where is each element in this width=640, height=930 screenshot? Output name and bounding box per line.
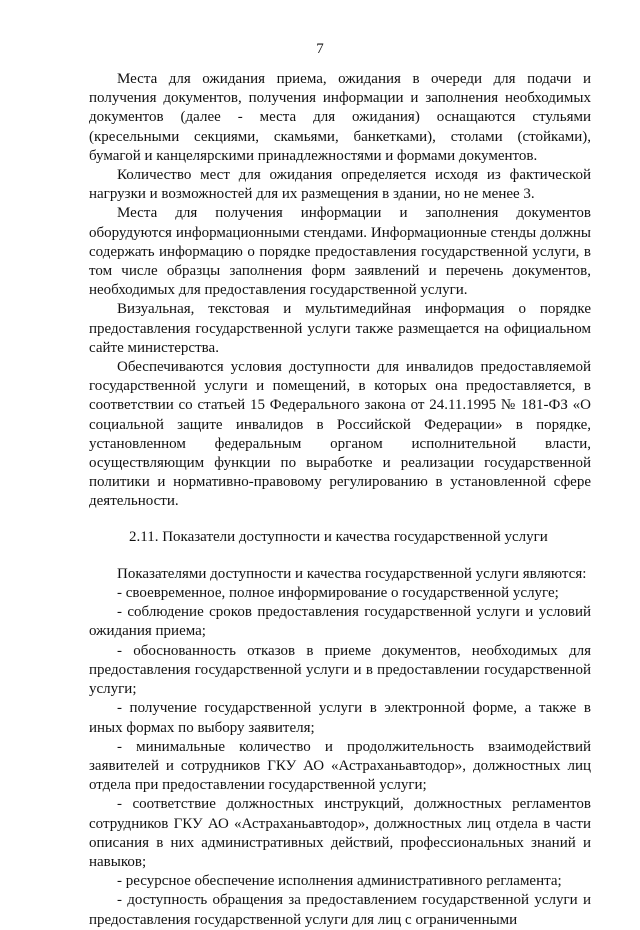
- list-item-informing: - своевременное, полное информирование о государственной услуге;: [117, 585, 559, 602]
- list-item-resources: - ресурсное обеспечение исполнения административного регламента;: [117, 873, 562, 890]
- paragraph-waiting-places: Места для ожидания приема, ожидания в очереди для подачи и получения документов, получения информации и заполнения необходимых документов (далее - места для ожидания) оснащаются стульями (кресельными секциями, скамьями, банкетками), столами (стойками), бумагой и канцелярскими принадлежностями и формами документов.: [89, 71, 591, 164]
- list-item-electronic-form: - получение государственной услуги в электронной форме, а также в иных формах по выбору заявителя;: [89, 700, 591, 736]
- document-body: [89, 70, 591, 930]
- paragraph-indicators-intro: Показателями доступности и качества государственной услуги являются:: [117, 565, 587, 582]
- paragraph-website-info: Визуальная, текстовая и мультимедийная информация о порядке предоставления государственной услуги также размещается на официальном сайте министерства.: [89, 301, 591, 356]
- list-item-instructions: - соответствие должностных инструкций, должностных регламентов сотрудников ГКУ АО «Астраханьавтодор», должностных лиц отдела в части описания в них административных действий, профессиональных знаний и навыков;: [89, 796, 591, 870]
- list-item-interactions: - минимальные количество и продолжительность взаимодействий заявителей и сотрудников ГКУ АО «Астраханьавтодор», должностных лиц отдела при предоставлении государственной услуги;: [89, 738, 591, 794]
- section-heading: 2.11. Показатели доступности и качества государственной услуги: [129, 528, 548, 545]
- page-number: 7: [316, 41, 324, 57]
- paragraph-accessibility: Обеспечиваются условия доступности для инвалидов предоставляемой государственной услуги и помещений, в которых она предоставляется, в соответствии со статьей 15 Федерального закона от 24.11.1995 № 181-ФЗ «О социальной защите инвалидов в Российской Федерации» в порядке, установленном федеральным органом исполнительной власти, осуществляющим функции по выработке и реализации государственной политики и нормативно-правовому регулированию в установленной сфере деятельности.: [89, 359, 591, 510]
- list-item-accessibility: - доступность обращения за предоставлением государственной услуги и предоставления государственной услуги для лиц с ограниченными: [89, 892, 591, 928]
- paragraph-waiting-count: Количество мест для ожидания определяется исходя из фактической нагрузки и возможностей для их размещения в здании, но не менее 3.: [89, 167, 591, 203]
- paragraph-info-stands: Места для получения информации и заполнения документов оборудуются информационными стендами. Информационные стенды должны содержать информацию о порядке предоставления государственной услуги, в том числе образцы заполнения форм заявлений и перечень документов, необходимых для предоставления государственной услуги.: [89, 205, 591, 299]
- list-item-refusals: - обоснованность отказов в приеме документов, необходимых для предоставления государственной услуги и в предоставлении государственной услуги;: [89, 642, 591, 698]
- list-item-deadlines: - соблюдение сроков предоставления государственной услуги и условий ожидания приема;: [89, 604, 591, 640]
